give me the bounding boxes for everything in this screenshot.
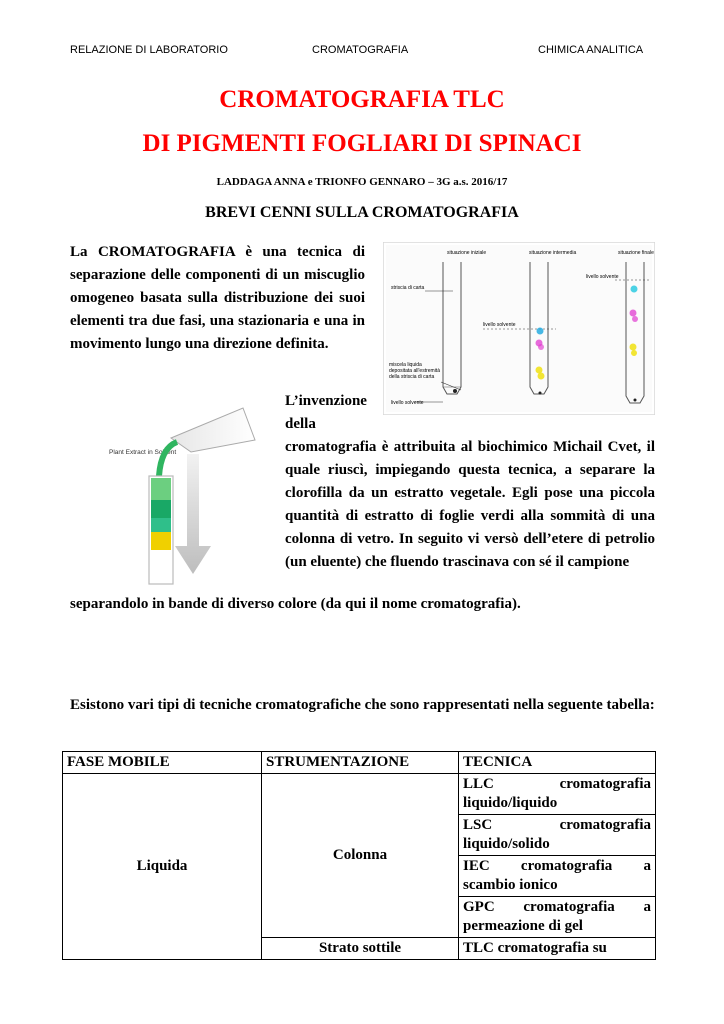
band-green (151, 500, 171, 518)
tlc-diagram-figure (383, 242, 655, 415)
cell-technique-gpc: GPC cromatografia a permeazione di gel (459, 897, 656, 938)
pigment-yellow (536, 367, 543, 374)
page-subtitle: DI PIGMENTI FOGLIARI DI SPINACI (142, 130, 582, 157)
table-header-row (63, 752, 656, 774)
label-mixture: miscela liquida depositata all'estremità della striscia di carta (389, 362, 440, 380)
cell-technique-tlc: TLC cromatografia su (459, 938, 656, 960)
band-teal (151, 518, 171, 532)
paragraph-definition: La CROMATOGRAFIA è una tecnica di separazione delle componenti di un miscuglio omogeneo basata sulla distribuzione dei suoi elementi tra due fasi, una stazionaria e una in movimento lungo una direzione definita. (70, 244, 365, 352)
paragraph-invention-end: separandolo in bande di diverso colore (da qui il nome cromatografia). (70, 596, 521, 612)
paragraph-invention-start: L’invenzione della (285, 393, 367, 432)
header-instrumentation: STRUMENTAZIONE (262, 752, 459, 774)
cell-instrument-column: Colonna (262, 774, 459, 938)
cell-instrument-thin-layer: Strato sottile (262, 938, 459, 960)
label-solvent-level-final: livello solvente (586, 274, 619, 280)
label-plant-extract: Plant Extract in Solvent (109, 449, 177, 456)
header-technique: TECNICA (459, 752, 656, 774)
authors-line: LADDAGA ANNA e TRIONFO GENNARO – 3G a.s. 2016/17 (216, 176, 508, 188)
paragraph-invention-body: cromatografia è attribuita al biochimico Michail Cvet, il quale riuscì, impiegando questa tecnica, a separare la clorofilla da un estratto vegetale. Egli pose una piccola quantità di estratto di foglie verdi alla sommità di una colonna di vetro. In seguito vi versò dell’etere di petrolio (un eluente) che fluendo trascinava con sé il campione (285, 439, 655, 570)
cell-mobile-phase: Liquida (63, 774, 262, 960)
label-strip: striscia di carta (391, 285, 425, 291)
paragraph-table-intro: Esistono vari tipi di tecniche cromatografiche che sono rappresentati nella seguente tabella: (70, 697, 655, 713)
header-mobile-phase: FASE MOBILE (63, 752, 262, 774)
down-arrow (175, 454, 211, 574)
sample-spot (634, 399, 637, 402)
label-solvent: livello solvente (391, 400, 424, 406)
sample-spot (539, 392, 542, 395)
cell-technique-lsc: LSC cromatografia liquido/solido (459, 815, 656, 856)
beaker-icon (171, 408, 255, 452)
cell-technique-llc: LLC cromatografia liquido/liquido (459, 774, 656, 815)
table-row (63, 774, 656, 815)
pigment-magenta (630, 310, 637, 317)
label-intermediate: situazione intermedia (529, 250, 577, 256)
pigment-magenta (538, 344, 544, 350)
label-final: situazione finale (618, 250, 654, 256)
pigment-blue (537, 328, 544, 335)
column-empty (151, 550, 171, 582)
label-initial: situazione iniziale (447, 250, 487, 256)
header-right: CHIMICA ANALITICA (538, 44, 644, 56)
pouring-stream (159, 442, 177, 476)
header-left: RELAZIONE DI LABORATORIO (70, 44, 228, 56)
pigment-yellow (631, 350, 637, 356)
label-solvent-level: livello solvente (483, 322, 516, 328)
pigment-yellow (538, 373, 545, 380)
techniques-table (62, 751, 656, 960)
band-light-green (151, 478, 171, 500)
section-title: BREVI CENNI SULLA CROMATOGRAFIA (205, 204, 519, 221)
cell-technique-iec: IEC cromatografia a scambio ionico (459, 856, 656, 897)
pigment-yellow (630, 344, 637, 351)
header-center: CROMATOGRAFIA (312, 44, 409, 56)
page-title: CROMATOGRAFIA TLC (219, 86, 505, 113)
column-chromatography-figure (105, 406, 265, 596)
pigment-cyan (631, 286, 638, 293)
sample-spot (453, 389, 457, 393)
band-yellow (151, 532, 171, 550)
pigment-magenta (632, 316, 638, 322)
